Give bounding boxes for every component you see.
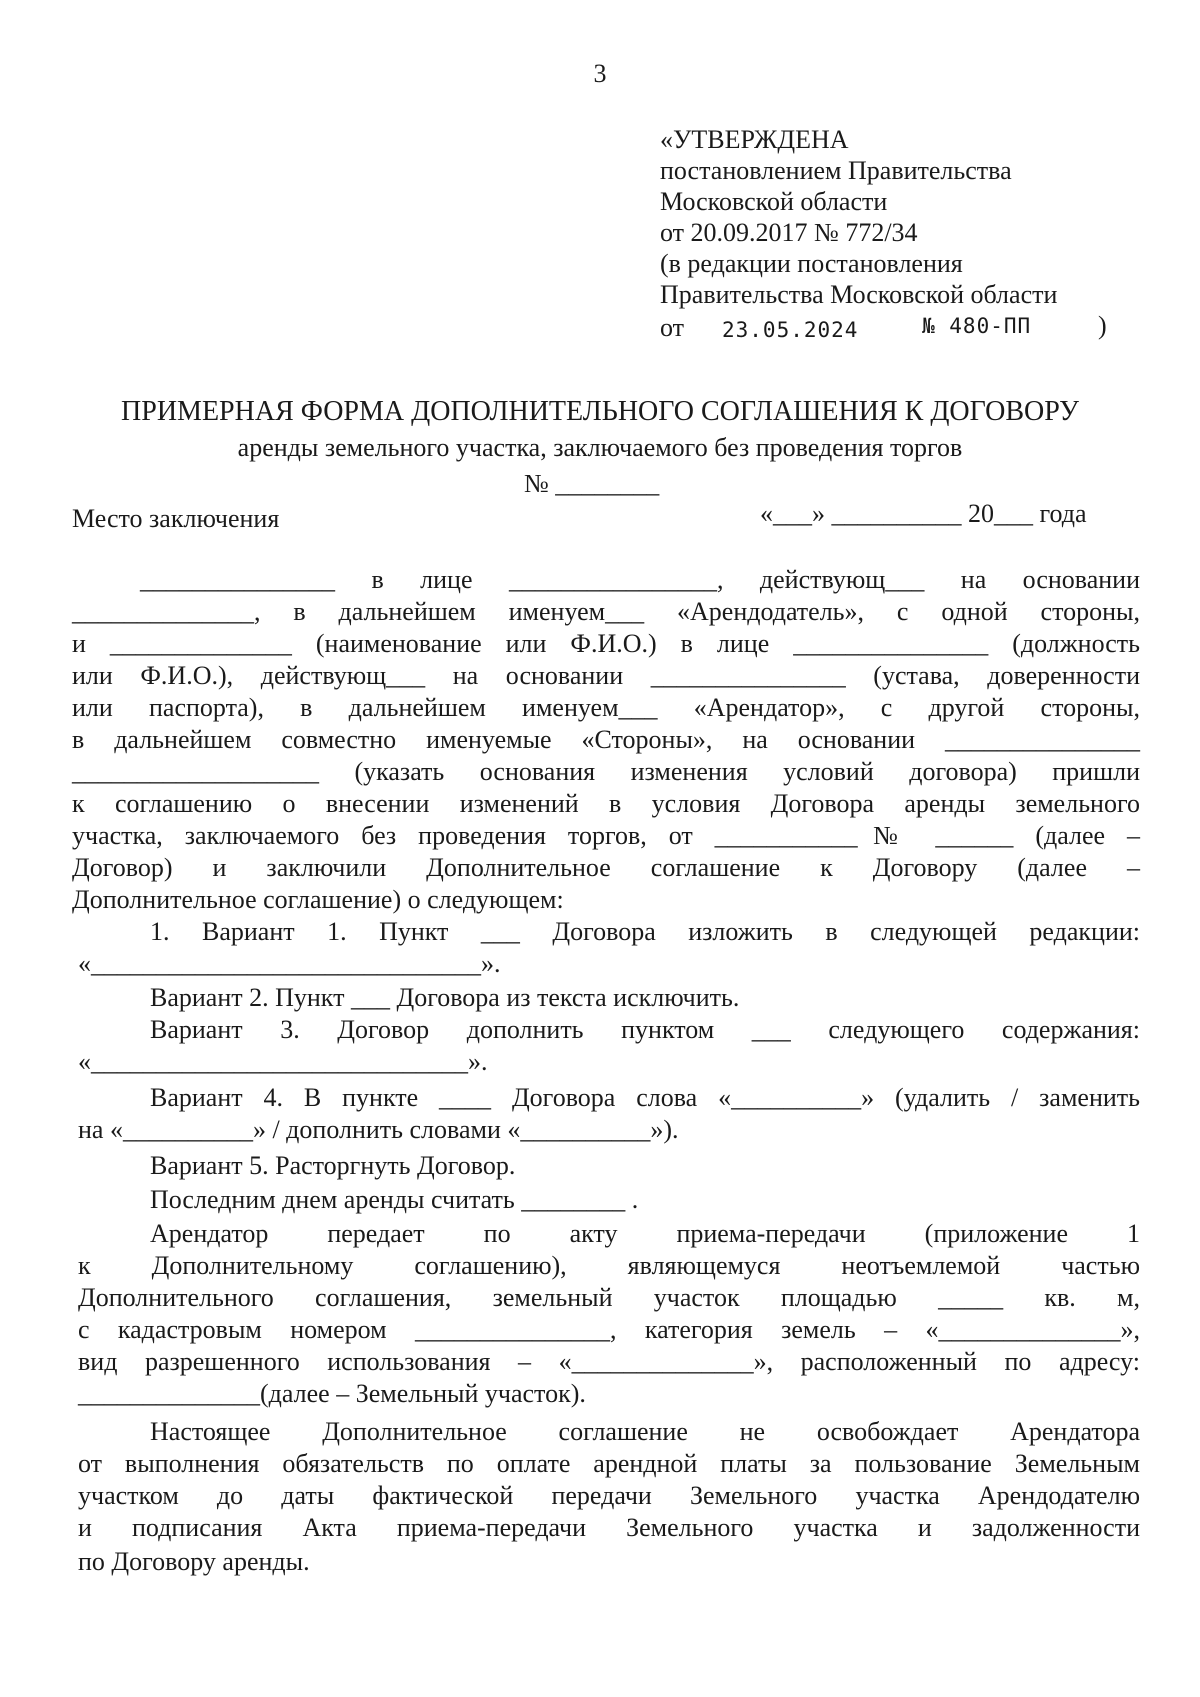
body-line: участка, заключаемого без проведения торгов, от ___________№ ______ (далее – [72,821,1140,850]
approval-line-2: постановлением Правительства [660,156,1012,185]
body-line: Вариант 3. Договор дополнить пунктом ___ следующего содержания: [150,1015,1140,1044]
body-line: Арендатор передает по акту приема-передачи (приложение 1 [150,1219,1140,1248]
body-line: и ______________ (наименование или Ф.И.О.) в лице _______________ (должность [72,629,1140,658]
approval-from: от [660,313,685,342]
body-line: «______________________________». [78,949,501,978]
approval-line-4: от 20.09.2017 № 772/34 [660,218,918,247]
body-line: Дополнительное соглашение) о следующем: [72,885,564,914]
body-line: в дальнейшем совместно именуемые «Стороны», на основании _______________ [72,725,1140,754]
body-line: вид разрешенного использования – «______________», расположенный по адресу: [78,1347,1140,1376]
body-line: Вариант 4. В пункте ____ Договора слова «__________» (удалить / заменить [150,1083,1140,1112]
body-line: или паспорта), в дальнейшем именуем___ «Арендатор», с другой стороны, [72,693,1140,722]
body-line: участком до даты фактической передачи Земельного участка Арендодателю [78,1481,1140,1510]
body-line: Договор) и заключили Дополнительное соглашение к Договору (далее – [72,853,1140,882]
approval-line-1: «УТВЕРЖДЕНА [660,125,849,154]
body-line: 1. Вариант 1. Пункт ___ Договора изложить в следующей редакции: [150,917,1140,946]
body-line: к Дополнительному соглашению), являющемуся неотъемлемой частью [78,1251,1140,1280]
page-number: 3 [593,59,607,88]
form-subtitle: аренды земельного участка, заключаемого без проведения торгов [237,433,963,462]
form-title: ПРИМЕРНАЯ ФОРМА ДОПОЛНИТЕЛЬНОГО СОГЛАШЕНИЯ К ДОГОВОРУ [121,396,1079,427]
body-line: «_____________________________». [78,1047,488,1076]
approval-line-5: (в редакции постановления [660,249,963,278]
approval-close: ) [1098,311,1107,340]
body-line: от выполнения обязательств по оплате арендной платы за пользование Земельным [78,1449,1140,1478]
body-line: ___________________ (указать основания изменения условий договора) пришли [72,757,1140,786]
body-line: Настоящее Дополнительное соглашение не освобождает Арендатора [150,1417,1140,1446]
body-line: на «__________» / дополнить словами «__________»). [78,1115,679,1144]
body-line: с кадастровым номером _______________, категория земель – «______________», [78,1315,1140,1344]
body-line: ______________, в дальнейшем именуем___ «Арендодатель», с одной стороны, [72,597,1140,626]
approval-number: № 480-ПП [922,314,1032,338]
body-line: ______________(далее – Земельный участок). [78,1379,586,1408]
approval-line-6: Правительства Московской области [660,280,1058,309]
body-line: по Договору аренды. [78,1547,310,1576]
body-line: и подписания Акта приема-передачи Земельного участка и задолженности [78,1513,1140,1542]
approval-date: 23.05.2024 [722,318,859,342]
body-line: Дополнительного соглашения, земельный участок площадью _____ кв. м, [78,1283,1140,1312]
date-line: «___» __________ 20___ года [760,499,1087,528]
place-label: Место заключения [72,504,280,533]
approval-line-3: Московской области [660,187,888,216]
body-line: Вариант 2. Пункт ___ Договора из текста исключить. [150,983,740,1012]
body-line: Последним днем аренды считать ________ . [150,1185,639,1214]
form-number: № ________ [524,469,660,498]
body-line: _______________ в лице ________________, действующ___ на основании [140,565,1140,594]
body-line: к соглашению о внесении изменений в условия Договора аренды земельного [72,789,1140,818]
body-line: или Ф.И.О.), действующ___ на основании _______________ (устава, доверенности [72,661,1140,690]
body-line: Вариант 5. Расторгнуть Договор. [150,1151,516,1180]
